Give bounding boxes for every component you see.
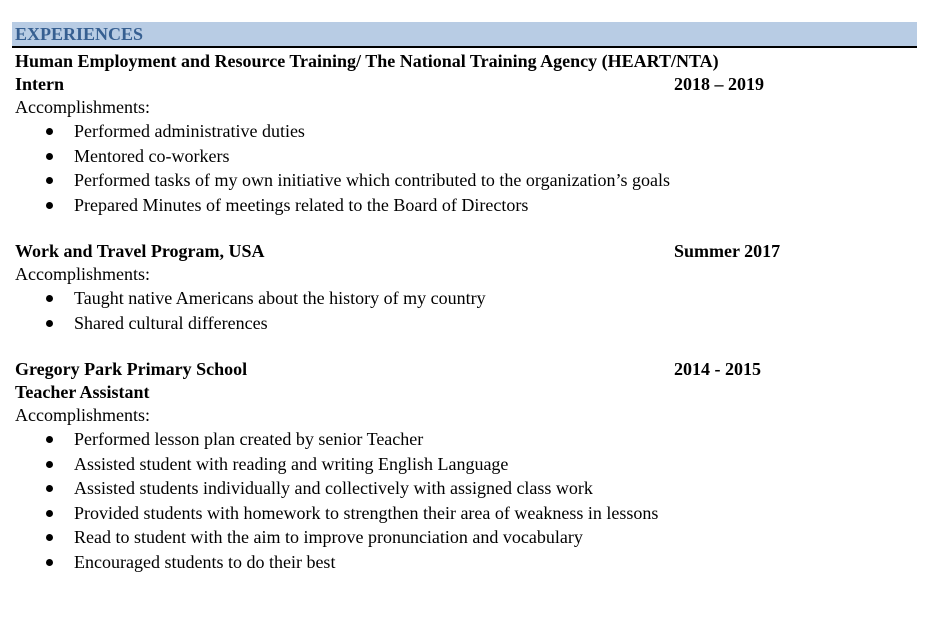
- list-item: [15, 311, 915, 336]
- accomplishments-label: Accomplishments:: [15, 405, 150, 425]
- list-item: [15, 525, 915, 550]
- job-role: Intern: [15, 74, 64, 94]
- list-item: [15, 144, 915, 169]
- spacer: [15, 335, 915, 358]
- job-organization: Human Employment and Resource Training/ The National Training Agency (HEART/NTA): [15, 51, 719, 71]
- bullet-icon: [46, 295, 53, 302]
- job-dates: Summer 2017: [674, 241, 781, 261]
- job-dates: 2018 – 2019: [674, 74, 764, 94]
- list-item-text: Shared cultural differences: [74, 312, 268, 333]
- list-item: [15, 452, 915, 477]
- accomplishments-label: Accomplishments:: [15, 264, 150, 284]
- job-organization: Work and Travel Program, USA: [15, 241, 265, 261]
- accomplishments-list: [15, 427, 915, 574]
- list-item: [15, 501, 915, 526]
- list-item: [15, 168, 915, 193]
- accomplishments-label: Accomplishments:: [15, 97, 150, 117]
- list-item-text: Performed administrative duties: [74, 121, 305, 141]
- bullet-icon: [46, 559, 53, 566]
- job-title-row: [15, 358, 915, 381]
- job-title-row: [15, 240, 915, 263]
- section-title: EXPERIENCES: [15, 24, 144, 44]
- job-role: Teacher Assistant: [15, 382, 150, 402]
- experience-content: [15, 50, 915, 574]
- list-item-text: Performed tasks of my own initiative which contributed to the organization’s goals: [74, 170, 671, 190]
- list-item: [15, 550, 915, 575]
- list-item-text: Performed lesson plan created by senior Teacher: [74, 429, 424, 449]
- bullet-icon: [46, 534, 53, 541]
- bullet-icon: [46, 128, 53, 135]
- bullet-icon: [46, 485, 53, 492]
- bullet-icon: [46, 510, 53, 517]
- accomplishments-list: [15, 119, 915, 217]
- job-role-row: [15, 73, 915, 96]
- list-item-text: Read to student with the aim to improve pronunciation and vocabulary: [74, 527, 583, 547]
- job-entry-heart: [15, 50, 915, 217]
- job-organization: Gregory Park Primary School: [15, 359, 248, 379]
- spacer: [15, 217, 915, 240]
- bullet-icon: [46, 461, 53, 468]
- list-item-text: Encouraged students to do their best: [74, 551, 336, 572]
- list-item: [15, 193, 915, 218]
- bullet-icon: [46, 320, 53, 327]
- list-item: [15, 476, 915, 501]
- bullet-icon: [46, 436, 53, 443]
- list-item: [15, 427, 915, 452]
- section-header: [12, 22, 917, 48]
- bullet-icon: [46, 177, 53, 184]
- list-item-text: Prepared Minutes of meetings related to the Board of Directors: [74, 194, 529, 215]
- job-entry-work-travel: [15, 240, 915, 335]
- job-dates: 2014 - 2015: [674, 359, 761, 379]
- list-item-text: Mentored co-workers: [74, 145, 230, 166]
- list-item-text: Assisted students individually and collectively with assigned class work: [74, 478, 593, 498]
- list-item: [15, 119, 915, 144]
- bullet-icon: [46, 202, 53, 209]
- accomplishments-list: [15, 286, 915, 335]
- list-item-text: Taught native Americans about the history of my country: [74, 288, 486, 308]
- list-item-text: Provided students with homework to strengthen their area of weakness in lessons: [74, 502, 659, 523]
- list-item-text: Assisted student with reading and writing English Language: [74, 453, 509, 474]
- list-item: [15, 286, 915, 311]
- bullet-icon: [46, 153, 53, 160]
- job-entry-gregory-park: [15, 358, 915, 574]
